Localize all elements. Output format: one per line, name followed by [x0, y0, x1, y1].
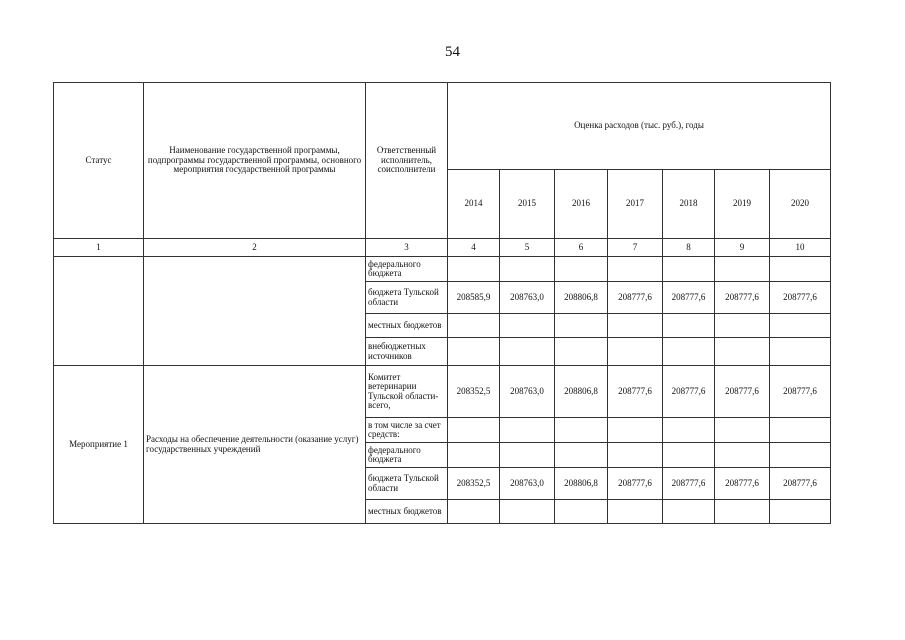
value-cell: 208777,6 [715, 366, 770, 418]
executor-cell: внебюджетных источников [366, 338, 448, 366]
value-cell: 208352,5 [448, 468, 500, 500]
value-cell [555, 443, 608, 468]
header-year: 2015 [500, 170, 555, 239]
column-number: 1 [54, 239, 144, 257]
value-cell: 208806,8 [555, 366, 608, 418]
value-cell [663, 338, 715, 366]
column-number: 7 [608, 239, 663, 257]
value-cell: 208777,6 [608, 366, 663, 418]
value-cell: 208777,6 [715, 282, 770, 314]
value-cell: 208777,6 [770, 366, 831, 418]
executor-cell: бюджета Тульской области [366, 282, 448, 314]
value-cell [555, 338, 608, 366]
executor-cell: бюджета Тульской области [366, 468, 448, 500]
value-cell: 208777,6 [663, 282, 715, 314]
value-cell: 208763,0 [500, 366, 555, 418]
block1-status-cell [54, 257, 144, 366]
header-executor: Ответственный исполнитель, соисполнители [366, 83, 448, 239]
executor-cell: Комитет ветеринарии Тульской области- всего, [366, 366, 448, 418]
header-status: Статус [54, 83, 144, 239]
header-year: 2020 [770, 170, 831, 239]
column-number: 9 [715, 239, 770, 257]
value-cell: 208777,6 [715, 468, 770, 500]
value-cell: 208777,6 [608, 282, 663, 314]
executor-cell: федерального бюджета [366, 443, 448, 468]
header-year: 2019 [715, 170, 770, 239]
value-cell [663, 257, 715, 282]
value-cell: 208763,0 [500, 282, 555, 314]
value-cell: 208763,0 [500, 468, 555, 500]
header-estimate: Оценка расходов (тыс. руб.), годы [448, 83, 831, 170]
value-cell: 208806,8 [555, 468, 608, 500]
value-cell [555, 314, 608, 338]
value-cell [608, 314, 663, 338]
value-cell [663, 418, 715, 443]
value-cell [555, 500, 608, 524]
column-number: 2 [144, 239, 366, 257]
value-cell [448, 443, 500, 468]
value-cell [715, 338, 770, 366]
column-number: 8 [663, 239, 715, 257]
value-cell [448, 257, 500, 282]
value-cell [608, 257, 663, 282]
value-cell [500, 314, 555, 338]
value-cell [448, 418, 500, 443]
value-cell [608, 443, 663, 468]
value-cell: 208777,6 [663, 468, 715, 500]
value-cell [500, 418, 555, 443]
value-cell [448, 314, 500, 338]
block2-name-cell: Расходы на обеспечение деятельности (оказание услуг) государственных учреждений [144, 366, 366, 524]
value-cell: 208777,6 [608, 468, 663, 500]
value-cell [500, 257, 555, 282]
column-number: 4 [448, 239, 500, 257]
column-number: 6 [555, 239, 608, 257]
value-cell [608, 338, 663, 366]
value-cell [715, 500, 770, 524]
value-cell [663, 443, 715, 468]
page-number: 54 [445, 44, 460, 60]
value-cell [500, 500, 555, 524]
header-year: 2014 [448, 170, 500, 239]
value-cell [770, 314, 831, 338]
value-cell [770, 443, 831, 468]
value-cell [770, 500, 831, 524]
value-cell [663, 314, 715, 338]
header-name: Наименование государственной программы, подпрограммы государственной программы, основного мероприятия государственной программы [144, 83, 366, 239]
value-cell [555, 418, 608, 443]
value-cell: 208352,5 [448, 366, 500, 418]
value-cell [663, 500, 715, 524]
value-cell [715, 257, 770, 282]
column-number: 5 [500, 239, 555, 257]
header-year: 2017 [608, 170, 663, 239]
value-cell [608, 500, 663, 524]
value-cell: 208585,9 [448, 282, 500, 314]
column-number: 10 [770, 239, 831, 257]
value-cell [448, 500, 500, 524]
value-cell [715, 443, 770, 468]
executor-cell: местных бюджетов [366, 500, 448, 524]
executor-cell: федерального бюджета [366, 257, 448, 282]
value-cell [555, 257, 608, 282]
header-year: 2018 [663, 170, 715, 239]
value-cell [715, 418, 770, 443]
value-cell: 208777,6 [663, 366, 715, 418]
executor-cell: в том числе за счет средств: [366, 418, 448, 443]
value-cell [770, 257, 831, 282]
block1-name-cell [144, 257, 366, 366]
table-row [54, 257, 831, 282]
budget-table [53, 82, 831, 524]
value-cell [770, 338, 831, 366]
column-number: 3 [366, 239, 448, 257]
value-cell [715, 314, 770, 338]
value-cell: 208806,8 [555, 282, 608, 314]
value-cell [500, 443, 555, 468]
value-cell: 208777,6 [770, 282, 831, 314]
block2-status-cell: Мероприятие 1 [54, 366, 144, 524]
value-cell: 208777,6 [770, 468, 831, 500]
table-row [54, 366, 831, 418]
executor-cell: местных бюджетов [366, 314, 448, 338]
value-cell [770, 418, 831, 443]
value-cell [500, 338, 555, 366]
value-cell [448, 338, 500, 366]
header-year: 2016 [555, 170, 608, 239]
value-cell [608, 418, 663, 443]
